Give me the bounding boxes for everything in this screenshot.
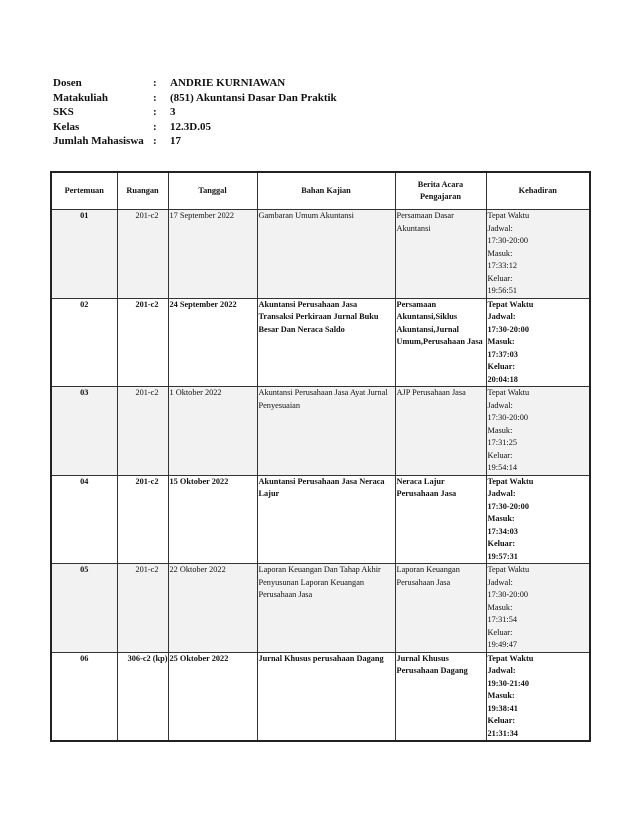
info-colon: : <box>153 135 157 148</box>
info-colon: : <box>153 77 157 89</box>
info-row-kelas <box>53 120 337 135</box>
kehadiran-jadwal: 17:30-20:00 <box>487 590 529 599</box>
cell-ruangan: 201-c2 <box>117 387 168 476</box>
cell-ruangan: 201-c2 <box>117 475 168 564</box>
info-value: 3 <box>170 106 176 119</box>
kehadiran-jadwal: 17:30-20:00 <box>487 324 529 334</box>
kehadiran-keluar-label: Keluar: <box>487 450 513 460</box>
cell-pertemuan: 03 <box>51 387 117 476</box>
kehadiran-keluar: 19:54:14 <box>487 463 518 472</box>
table-row <box>51 387 590 476</box>
info-colon: : <box>153 91 157 104</box>
kehadiran-masuk-label: Masuk: <box>487 337 515 346</box>
kehadiran-keluar: 21:31:34 <box>487 728 518 738</box>
info-label: SKS <box>53 106 74 119</box>
table-row <box>51 475 590 564</box>
cell-berita-acara: AJP Perusahaan Jasa <box>395 387 486 476</box>
cell-berita-acara: Persamaan Akuntansi,Siklus Akuntansi,Jurnal Umum,Perusahaan Jasa <box>395 298 486 387</box>
table-row <box>51 298 590 387</box>
kehadiran-jadwal-label: Jadwal: <box>487 400 513 410</box>
kehadiran-masuk: 17:33:12 <box>487 261 518 270</box>
cell-ruangan: 201-c2 <box>117 210 168 299</box>
kehadiran-keluar-label: Keluar: <box>487 716 516 725</box>
info-row-jumlah <box>53 134 337 149</box>
cell-bahan-kajian: Akuntansi Perusahaan Jasa Ayat Jurnal Penyesuaian <box>257 387 395 476</box>
info-value: (851) Akuntansi Dasar Dan Praktik <box>170 91 337 104</box>
kehadiran-jadwal-label: Jadwal: <box>487 312 516 321</box>
cell-pertemuan: 04 <box>51 475 117 564</box>
info-label: Matakuliah <box>53 91 109 104</box>
cell-kehadiran <box>486 475 590 564</box>
cell-pertemuan: 01 <box>51 210 117 299</box>
header-pertemuan: Pertemuan <box>51 172 117 210</box>
cell-ruangan: 306-c2 (kp) <box>117 652 168 741</box>
kehadiran-masuk: 17:34:03 <box>487 526 518 536</box>
info-row-sks <box>53 105 337 120</box>
cell-pertemuan: 02 <box>51 298 117 387</box>
cell-bahan-kajian: Akuntansi Perusahaan Jasa Transaksi Perkiraan Jurnal Buku Besar Dan Neraca Saldo <box>257 298 395 387</box>
cell-kehadiran <box>486 564 590 653</box>
kehadiran-masuk: 17:31:54 <box>487 615 518 624</box>
kehadiran-keluar-label: Keluar: <box>487 362 516 371</box>
cell-tanggal: 15 Oktober 2022 <box>168 475 257 564</box>
kehadiran-keluar-label: Keluar: <box>487 273 513 283</box>
header-bahan-kajian: Bahan Kajian <box>257 172 395 210</box>
kehadiran-masuk: 17:31:25 <box>487 438 518 447</box>
cell-ruangan: 201-c2 <box>117 564 168 653</box>
kehadiran-status: Tepat Waktu <box>487 565 530 574</box>
cell-bahan-kajian: Laporan Keuangan Dan Tahap Akhir Penyusunan Laporan Keuangan Perusahaan Jasa <box>257 564 395 653</box>
cell-bahan-kajian: Akuntansi Perusahaan Jasa Neraca Lajur <box>257 475 395 564</box>
header-tanggal: Tanggal <box>168 172 257 210</box>
kehadiran-masuk-label: Masuk: <box>487 248 513 258</box>
cell-pertemuan: 06 <box>51 652 117 741</box>
kehadiran-jadwal: 17:30-20:00 <box>487 501 529 511</box>
attendance-table <box>50 171 591 742</box>
kehadiran-status: Tepat Waktu <box>487 388 530 397</box>
cell-tanggal: 24 September 2022 <box>168 298 257 387</box>
header-ruangan: Ruangan <box>117 172 168 210</box>
kehadiran-jadwal-label: Jadwal: <box>487 489 516 498</box>
cell-tanggal: 22 Oktober 2022 <box>168 564 257 653</box>
cell-kehadiran <box>486 298 590 387</box>
kehadiran-masuk: 17:37:03 <box>487 349 518 359</box>
kehadiran-keluar: 19:49:47 <box>487 640 518 649</box>
cell-kehadiran <box>486 652 590 741</box>
kehadiran-masuk-label: Masuk: <box>487 602 513 612</box>
kehadiran-masuk: 19:38:41 <box>487 703 518 713</box>
cell-kehadiran <box>486 387 590 476</box>
kehadiran-keluar-label: Keluar: <box>487 539 516 548</box>
cell-berita-acara: Persamaan Dasar Akuntansi <box>395 210 486 299</box>
header-berita-acara: Berita Acara Pengajaran <box>395 172 486 210</box>
info-label: Kelas <box>53 120 80 133</box>
kehadiran-jadwal: 17:30-20:00 <box>487 236 529 245</box>
info-value: 17 <box>170 135 181 148</box>
table-row <box>51 564 590 653</box>
kehadiran-status: Tepat Waktu <box>487 653 534 663</box>
cell-ruangan: 201-c2 <box>117 298 168 387</box>
kehadiran-status: Tepat Waktu <box>487 211 530 220</box>
kehadiran-keluar-label: Keluar: <box>487 627 513 637</box>
kehadiran-masuk-label: Masuk: <box>487 514 515 523</box>
table-row <box>51 652 590 741</box>
kehadiran-keluar: 19:56:51 <box>487 286 518 295</box>
cell-tanggal: 25 Oktober 2022 <box>168 652 257 741</box>
info-label: Dosen <box>53 77 82 89</box>
kehadiran-jadwal: 19:30-21:40 <box>487 678 529 688</box>
cell-tanggal: 1 Oktober 2022 <box>168 387 257 476</box>
kehadiran-jadwal-label: Jadwal: <box>487 577 513 587</box>
cell-berita-acara: Laporan Keuangan Perusahaan Jasa <box>395 564 486 653</box>
info-colon: : <box>153 120 157 133</box>
info-value: ANDRIE KURNIAWAN <box>170 77 286 89</box>
info-colon: : <box>153 106 157 119</box>
kehadiran-status: Tepat Waktu <box>487 299 534 309</box>
table-row <box>51 210 590 299</box>
cell-kehadiran <box>486 210 590 299</box>
kehadiran-jadwal-label: Jadwal: <box>487 666 516 675</box>
info-row-matakuliah <box>53 91 337 106</box>
kehadiran-keluar: 19:57:31 <box>487 551 518 561</box>
kehadiran-jadwal: 17:30-20:00 <box>487 413 529 422</box>
table-header-row <box>51 172 590 210</box>
cell-bahan-kajian: Jurnal Khusus perusahaan Dagang <box>257 652 395 741</box>
kehadiran-keluar: 20:04:18 <box>487 374 518 384</box>
kehadiran-status: Tepat Waktu <box>487 476 534 486</box>
course-info <box>53 76 337 149</box>
info-value: 12.3D.05 <box>170 120 211 133</box>
kehadiran-masuk-label: Masuk: <box>487 425 513 435</box>
cell-tanggal: 17 September 2022 <box>168 210 257 299</box>
kehadiran-masuk-label: Masuk: <box>487 691 515 700</box>
cell-pertemuan: 05 <box>51 564 117 653</box>
cell-bahan-kajian: Gambaran Umum Akuntansi <box>257 210 395 299</box>
cell-berita-acara: Jurnal Khusus Perusahaan Dagang <box>395 652 486 741</box>
kehadiran-jadwal-label: Jadwal: <box>487 223 513 233</box>
header-kehadiran: Kehadiran <box>486 172 590 210</box>
info-row-dosen <box>53 76 337 91</box>
info-label: Jumlah Mahasiswa <box>53 135 144 148</box>
cell-berita-acara: Neraca Lajur Perusahaan Jasa <box>395 475 486 564</box>
